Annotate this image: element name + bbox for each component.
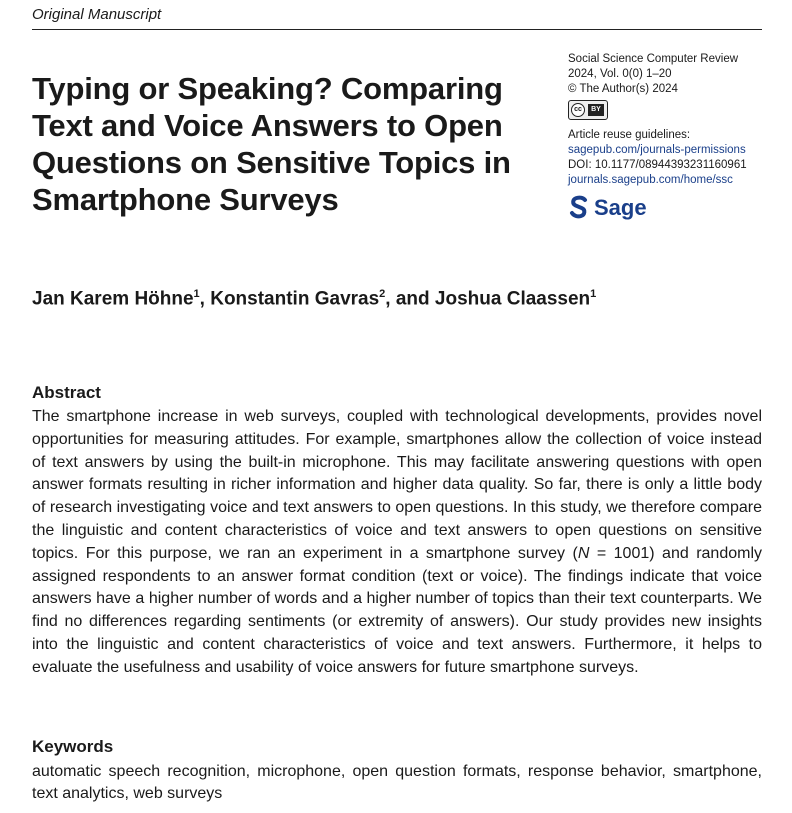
abstract-part: The smartphone increase in web surveys, coupled with technological developments, provides novel opportunities for measuring attitudes. For example, smartphones allow the collection of voice instead of text answers by using the built-in microphone. This may facilitate answering questions with open answer formats resulting in richer information and higher data quality. So far, there is only a little body of research investigating voice and text answers to open questions. In this study, we therefore compare the linguistic and content characteristics of voice and text answers to open questions on sensitive topics. For this purpose, we ran an experiment in a smartphone survey ( — [32, 408, 762, 562]
abstract-text — [32, 406, 762, 680]
journal-home-link[interactable]: journals.sagepub.com/home/ssc — [568, 174, 733, 186]
journal-name: Social Science Computer Review — [568, 53, 739, 65]
affiliation-marker: 1 — [193, 288, 200, 300]
cc-by-license-icon[interactable] — [568, 100, 608, 120]
author-list — [32, 288, 596, 310]
author-separator: , and — [385, 288, 435, 310]
author-separator: , — [199, 288, 211, 310]
cc-icon: cc — [571, 103, 585, 117]
permissions-link[interactable]: sagepub.com/journals-permissions — [568, 144, 746, 156]
author-name[interactable]: Joshua Claassen — [434, 288, 591, 310]
author-name[interactable]: Konstantin Gavras — [210, 288, 380, 310]
affiliation-marker: 1 — [590, 288, 597, 300]
affiliation-marker: 2 — [379, 288, 386, 300]
by-icon: BY — [588, 104, 604, 116]
journal-metadata — [568, 52, 778, 220]
article-title: Typing or Speaking? Comparing Text and Voice Answers to Open Questions on Sensitive Topics in Smartphone Surveys — [32, 71, 511, 217]
sage-logo — [568, 194, 778, 220]
reuse-label: Article reuse guidelines: — [568, 129, 691, 141]
sage-logo-text: Sage — [594, 194, 647, 220]
author-name[interactable]: Jan Karem Höhne — [32, 288, 194, 310]
keywords-text: automatic speech recognition, microphone, open question formats, response behavior, smartphone, text analytics, web surveys — [32, 763, 762, 802]
abstract-part: ) and randomly assigned respondents to an answer format condition (text or voice). The findings indicate that voice answers have a higher number of words and a higher number of topics than their text counterparts. We find no differences regarding sentiments (or extremity of answers). Our study provides new insights into the linguistic and content characteristics of voice and text answers. Furthermore, it helps to evaluate the usefulness and usability of voice answers for future smartphone surveys. — [32, 544, 763, 676]
article-type-label: Original Manuscript — [32, 6, 762, 30]
abstract-heading: Abstract — [32, 383, 101, 402]
copyright-line: © The Author(s) 2024 — [568, 83, 678, 95]
doi-line: DOI: 10.1177/08944393231160961 — [568, 159, 747, 171]
sage-s-icon — [568, 194, 590, 220]
sample-size-value: = 1001 — [589, 544, 650, 562]
keywords-heading: Keywords — [32, 737, 114, 756]
volume-info: 2024, Vol. 0(0) 1–20 — [568, 68, 672, 80]
sample-size-symbol: N — [577, 544, 590, 562]
